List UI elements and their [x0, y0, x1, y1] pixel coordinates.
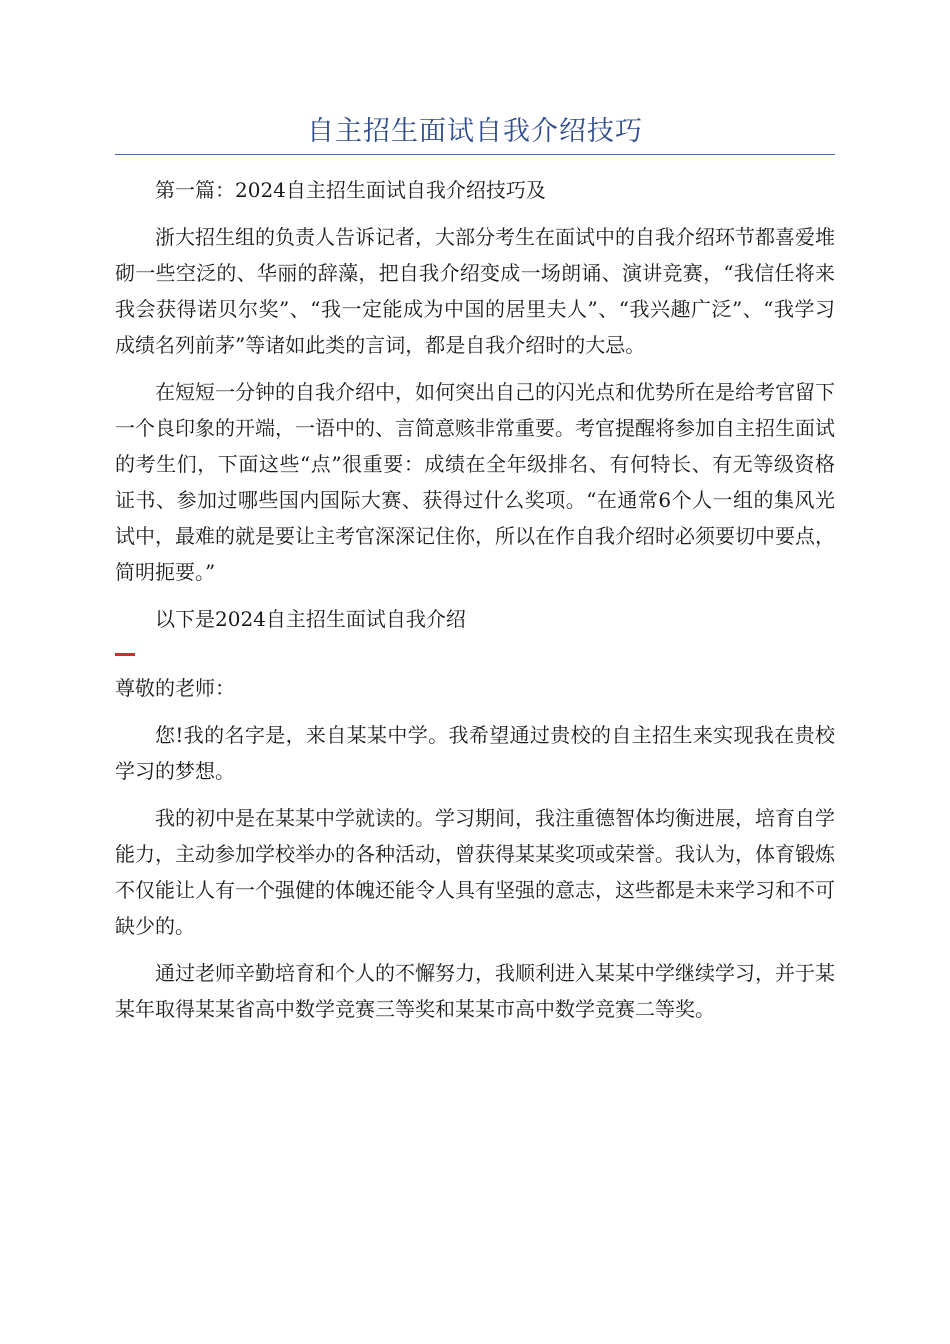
paragraph-sample-lead: 以下是2024自主招生面试自我介绍 [155, 607, 466, 631]
document-body [115, 172, 835, 1027]
paragraph-intro: 浙大招生组的负责人告诉记者，大部分考生在面试中的自我介绍环节都喜爱堆砌一些空泛的、华丽的辞藻，把自我介绍变成一场朗诵、演讲竞赛，“我信任将来我会获得诺贝尔奖”、“我一定能成为中国的居里夫人”、“我兴趣广泛”、“我学习成绩名列前茅”等诸如此类的言词，都是自我介绍时的大忌。 [115, 225, 835, 357]
paragraph-tips: 在短短一分钟的自我介绍中，如何突出自己的闪光点和优势所在是给考官留下一个良印象的开端，一语中的、言简意赅非常重要。考官提醒将参加自主招生面试的考生们，下面这些“点”很重要：成绩在全年级排名、有何特长、有无等级资格证书、参加过哪些国内国际大赛、获得过什么奖项。“在通常6个人一组的集风光试中，最难的就是要让主考官深深记住你，所以在作自我介绍时必须要切中要点，简明扼要。” [115, 380, 835, 584]
paragraph-section-heading: 第一篇：2024自主招生面试自我介绍技巧及 [155, 178, 546, 202]
paragraph-greeting: 您!我的名字是，来自某某中学。我希望通过贵校的自主招生来实现我在贵校学习的梦想。 [115, 723, 835, 783]
title-underline [115, 154, 835, 155]
paragraph-salutation: 尊敬的老师： [115, 676, 235, 700]
document-title: 自主招生面试自我介绍技巧 [307, 116, 643, 147]
paragraph-junior-school: 我的初中是在某某中学就读的。学习期间，我注重德智体均衡进展，培育自学能力，主动参加学校举办的各种活动，曾获得某某奖项或荣誉。我认为，体育锻炼不仅能让人有一个强健的体魄还能令人具有坚强的意志，这些都是未来学习和不可缺少的。 [115, 806, 835, 938]
paragraph-high-school: 通过老师辛勤培育和个人的不懈努力，我顺利进入某某中学继续学习，并于某某年取得某某省高中数学竞赛三等奖和某某市高中数学竞赛二等奖。 [115, 961, 835, 1021]
red-dash-mark [115, 653, 135, 656]
